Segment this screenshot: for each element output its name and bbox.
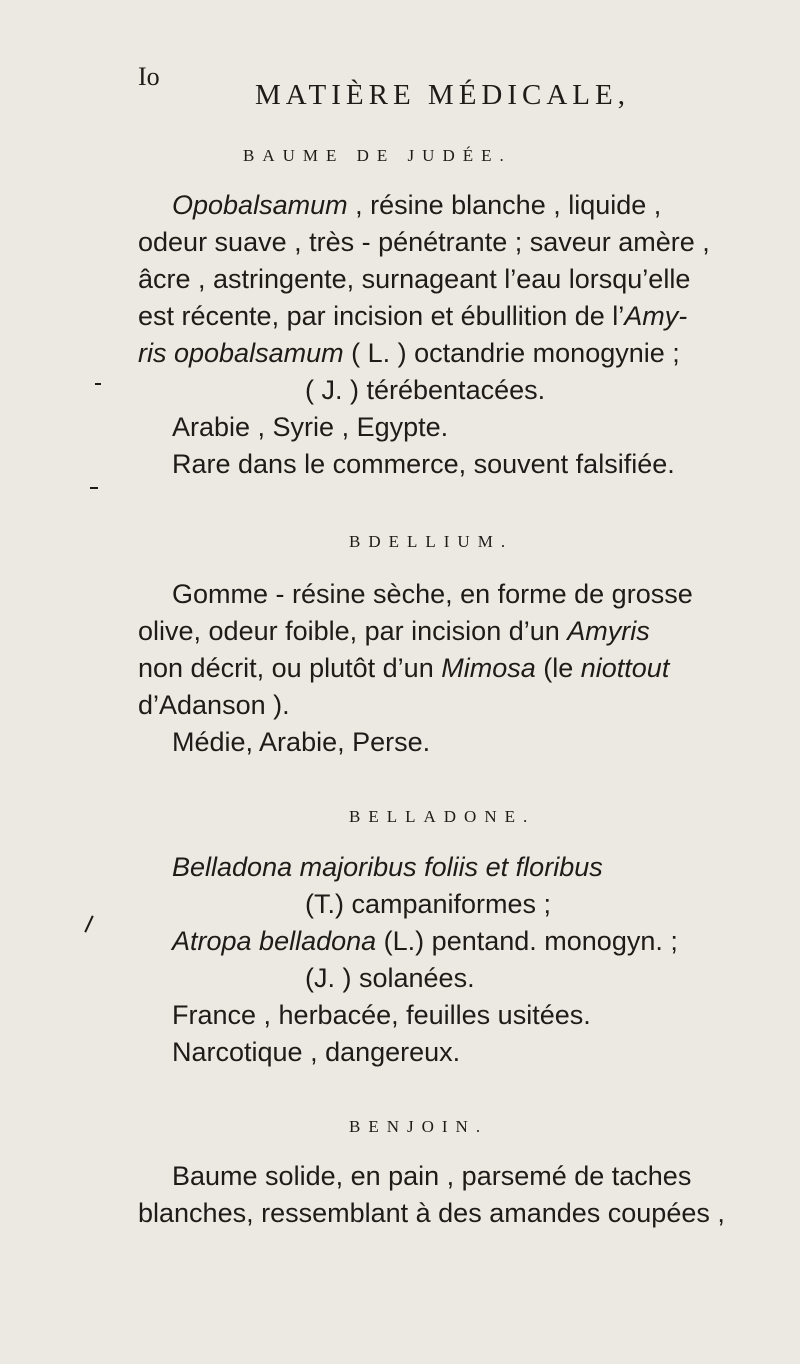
print-speck <box>95 383 101 385</box>
entry-line: odeur suave , très - pénétrante ; saveur amère , <box>138 227 710 257</box>
entry-line: Gomme - résine sèche, en forme de grosse <box>172 579 693 609</box>
entry-line: ( J. ) térébentacées. <box>305 375 546 405</box>
page-number: Io <box>138 62 160 91</box>
entry-line: d’Adanson ). <box>138 690 290 720</box>
entry-line: (T.) campaniformes ; <box>305 889 552 919</box>
print-speck <box>90 487 98 489</box>
entry-line: ris opobalsamum ( L. ) octandrie monogynie ; <box>138 338 680 368</box>
entry-line: non décrit, ou plutôt d’un Mimosa (le niottout <box>138 653 670 683</box>
entry-line: Opobalsamum , résine blanche , liquide , <box>172 190 662 220</box>
entry-line: (J. ) solanées. <box>305 963 475 993</box>
entry-line: olive, odeur foible, par incision d’un Amyris <box>138 616 650 646</box>
entry-line: Narcotique , dangereux. <box>172 1037 461 1067</box>
entry-line: est récente, par incision et ébullition de l’Amy- <box>138 301 688 331</box>
entry-line: France , herbacée, feuilles usitées. <box>172 1000 591 1030</box>
print-speck <box>84 915 93 932</box>
entry-heading-baume: BAUME DE JUDÉE. <box>243 146 512 165</box>
entry-heading-bdellium: BDELLIUM. <box>349 532 514 551</box>
entry-line: Atropa belladona (L.) pentand. monogyn. ; <box>172 926 678 956</box>
entry-line: âcre , astringente, surnageant l’eau lorsqu’elle <box>138 264 691 294</box>
entry-heading-benjoin: BENJOIN. <box>349 1117 489 1136</box>
entry-heading-belladone: BELLADONE. <box>349 807 536 826</box>
entry-line: Arabie , Syrie , Egypte. <box>172 412 449 442</box>
entry-line: Rare dans le commerce, souvent falsifiée. <box>172 449 675 479</box>
entry-line: Belladona majoribus foliis et floribus <box>172 852 603 882</box>
entry-line: blanches, ressemblant à des amandes coupées , <box>138 1198 725 1228</box>
entry-line: Médie, Arabie, Perse. <box>172 727 431 757</box>
entry-line: Baume solide, en pain , parsemé de taches <box>172 1161 692 1191</box>
running-head: MATIÈRE MÉDICALE, <box>255 79 630 111</box>
